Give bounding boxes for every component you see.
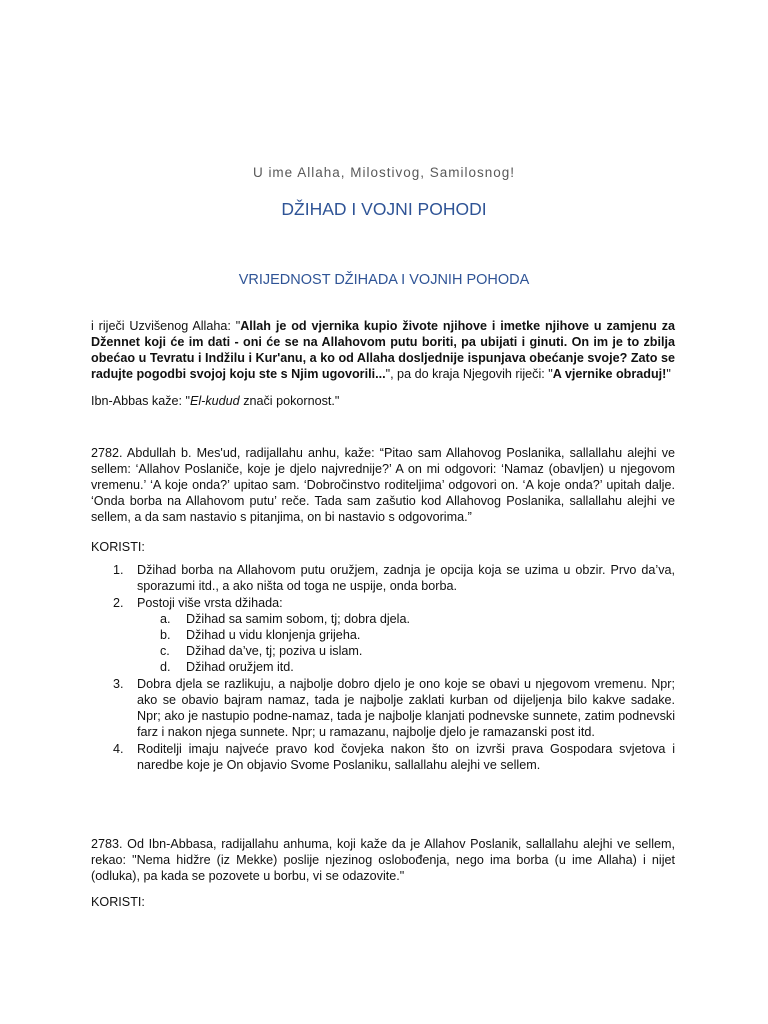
sub-item-text: Džihad da’ve, tj; poziva u islam. [186, 644, 363, 658]
ibn-lead: Ibn-Abbas kaže: " [91, 394, 190, 408]
bismillah-line: U ime Allaha, Milostivog, Samilosnog! [252, 165, 516, 180]
koristi-heading-2782: KORISTI: [91, 540, 145, 554]
list-item-number: 4. [113, 742, 124, 756]
ibn-term: El-kudud [189, 394, 240, 408]
intro-paragraph [91, 318, 675, 382]
page-title: DŽIHAD I VOJNI POHODI [281, 199, 487, 219]
list-item-number: 3. [113, 677, 124, 691]
list-item-text: Džihad borba na Allahovom putu oružjem, zadnja je opcija koja se uzima u obzir. Prvo da’va, sporazumi itd., a ako ništa od toga ne uspije, onda borba. [137, 563, 675, 594]
benefits-list-2782 [91, 562, 675, 782]
sub-item-text: Džihad oružjem itd. [186, 660, 294, 674]
section-subtitle: VRIJEDNOST DŽIHADA I VOJNIH POHODA [238, 272, 530, 288]
sub-item-letter: d. [160, 660, 171, 674]
hadith-2783-text: 2783. Od Ibn-Abbasa, radijallahu anhuma, koji kaže da je Allahov Poslanik, sallallahu alejhi ve sellem, rekao: "Nema hidžre (iz Mekke) poslije njezinog oslobođenja, nego ima borba (u ime Allaha) i nijet (odluka), pa kada se pozovete u borbu, vi se odazovite." [91, 837, 675, 884]
sub-item-letter: b. [160, 628, 171, 642]
list-item-text: Roditelji imaju najveće pravo kod čovjeka nakon što on izvrši prava Gospodara svjetova i naredbe koje je On objavio Svome Poslaniku, sallallahu alejhi ve sellem. [137, 742, 675, 773]
ibn-abbas-note [91, 393, 675, 409]
intro-quote-end: A vjernike obraduj! [552, 367, 667, 382]
list-item-text: Postoji više vrsta džihada: [137, 596, 283, 610]
list-item-number: 2. [113, 596, 124, 610]
list-item-number: 1. [113, 563, 124, 577]
hadith-2782-text: 2782. Abdullah b. Mes'ud, radijallahu anhu, kaže: “Pitao sam Allahovog Poslanika, sallallahu alejhi ve sellem: ‘Allahov Poslaniče, koje je djelo najvrednije?’ A on mi odgovori: ‘Namaz (obavljen) u njegovom vremenu.’ ‘A koje onda?’ upitao sam. ‘Dobročinstvo roditeljima’ odgovori on. ‘A koje onda?’ upitah dalje. ‘Onda borba na Allahovom putu’ reče. Tada sam zašutio kod Allahovog Poslanika, sallallahu alejhi ve sellem, a da sam nastavio s pitanjima, on bi nastavio s odgovorima.” [91, 446, 675, 525]
intro-lead: i riječi Uzvišenog Allaha: " [91, 319, 241, 333]
koristi-heading-2783: KORISTI: [91, 895, 145, 909]
sub-item-letter: a. [160, 612, 171, 626]
ibn-rest: znači pokornost." [239, 394, 340, 408]
list-item-text: Dobra djela se razlikuju, a najbolje dobro djelo je ono koje se obavi u njegovom vremenu. Npr; ako se obavio bajram namaz, tada je najbolje zaklati kurban od dijeljenja bilo kakve sadake. Npr; ako je nastupio podne-namaz, tada je najbolje klanjati podnevske sunnete, zatim podnevski farz i nakon njega sunnete. Npr; u ramazanu, najbolje djelo je ramazanski post itd. [137, 677, 675, 740]
sub-item-text: Džihad sa samim sobom, tj; dobra djela. [186, 612, 410, 626]
sub-item-text: Džihad u vidu klonjenja grijeha. [186, 628, 361, 642]
sub-item-letter: c. [160, 644, 170, 658]
intro-close: " [666, 367, 671, 382]
intro-quote: Allah je od vjernika kupio živote njihove i imetke njihove u zamjenu za Džennet koji će im dati - oni će se na Allahovom putu boriti, pa ubijati i ginuti. On im je to zbilja obećao u Tevratu i Indžilu i Kur'anu, a ko od Allaha dosljednije ispunjava obećanje svoje? Zato se radujte pogodbi svojoj koju ste s Njim ugovorili... [91, 319, 676, 382]
intro-middle: ", pa do kraja Njegovih riječi: " [385, 367, 553, 382]
